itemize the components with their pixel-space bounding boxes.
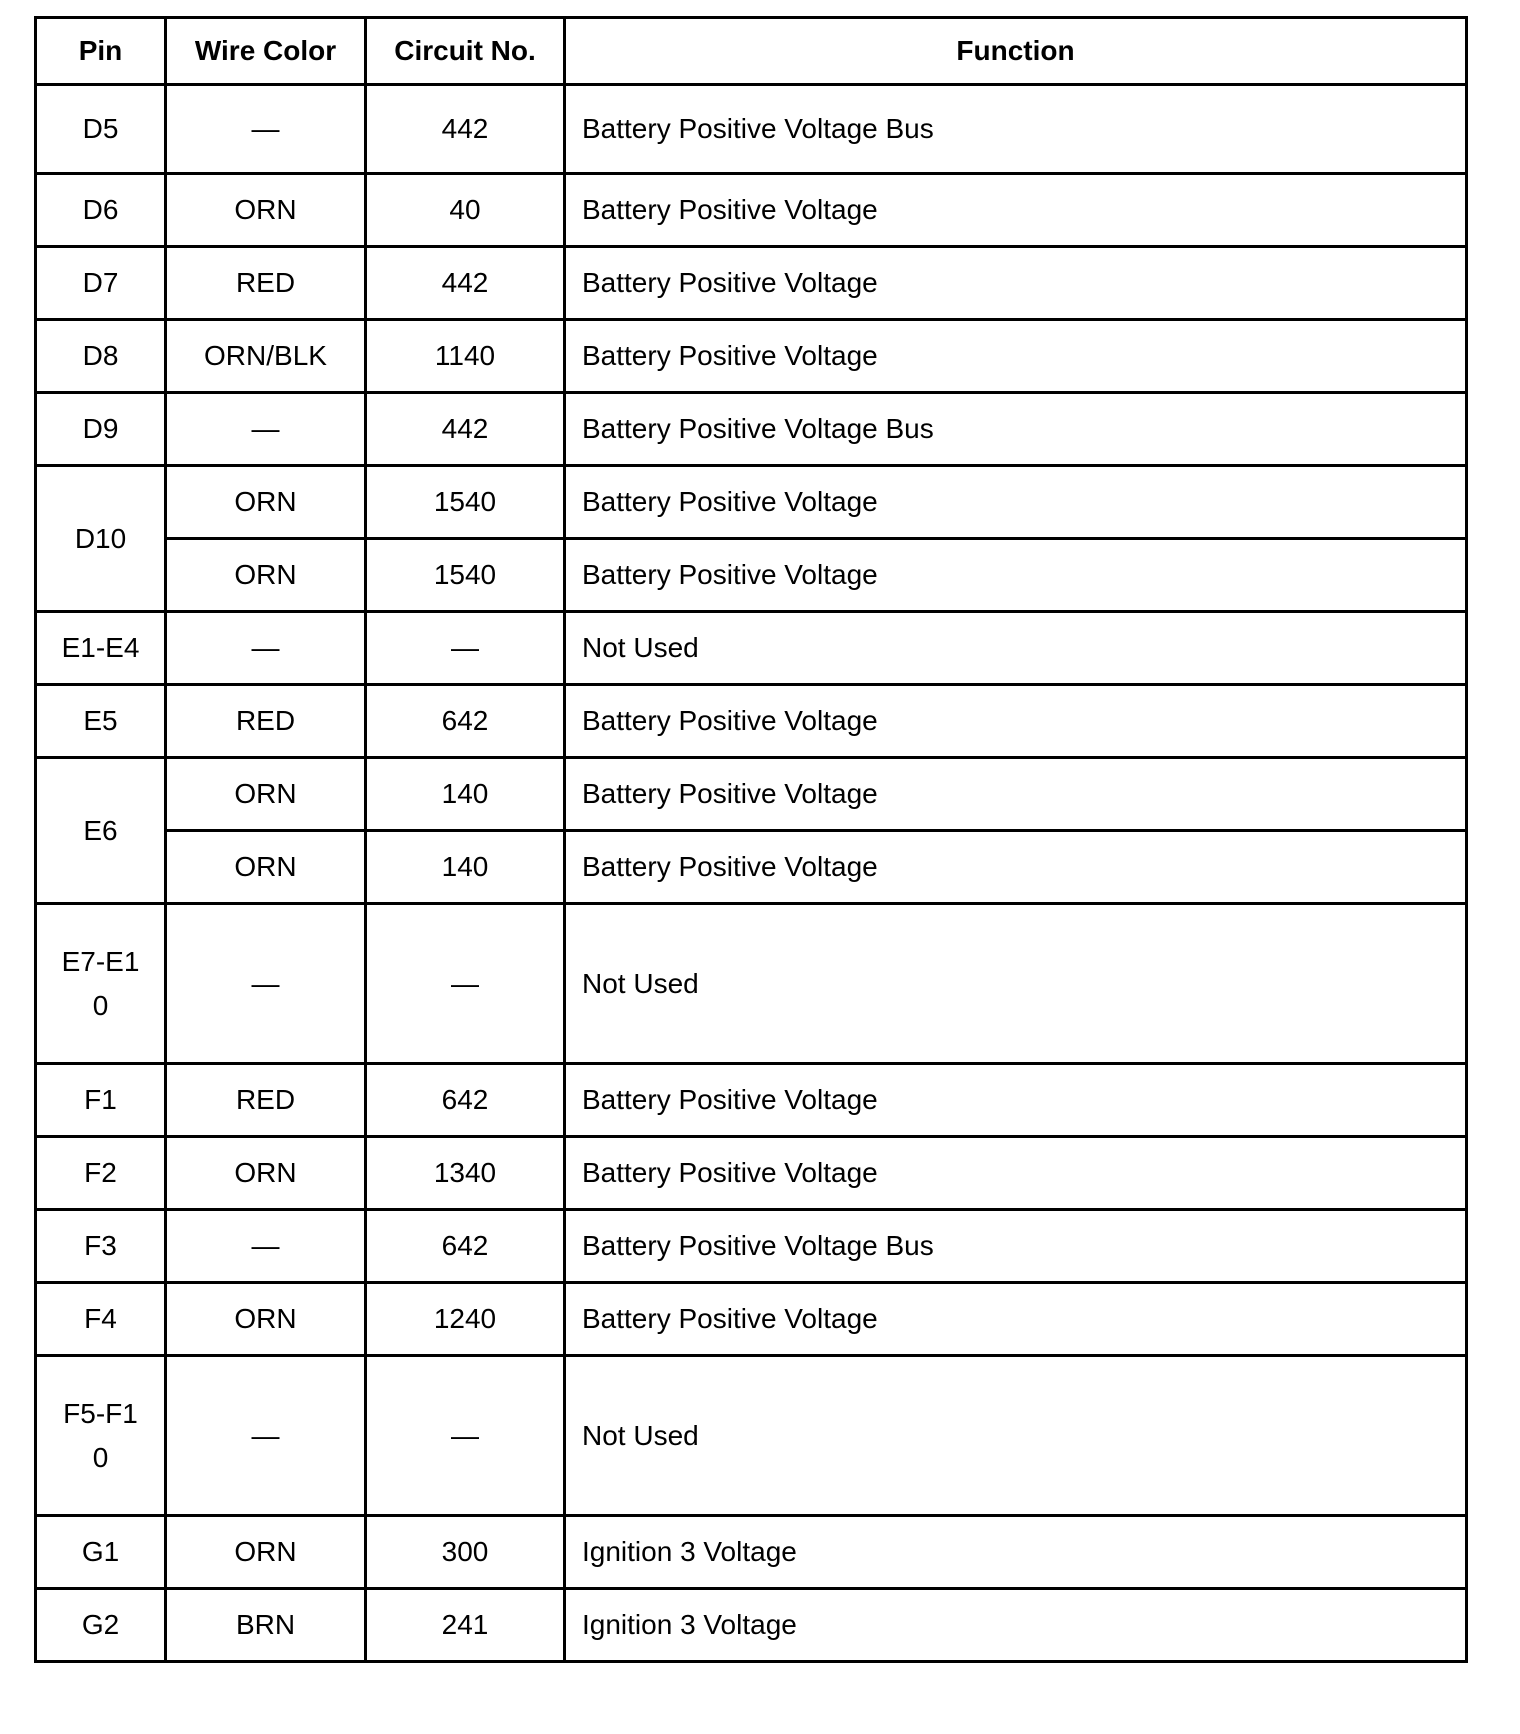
connector-pin-table [34, 16, 1468, 1663]
wire-color-cell: — [166, 1356, 366, 1516]
wire-color-cell: ORN [166, 174, 366, 247]
circuit-cell: 1540 [366, 466, 565, 539]
wire-color-cell: ORN [166, 1283, 366, 1356]
pin-cell: G2 [36, 1589, 166, 1662]
circuit-cell: — [366, 1356, 565, 1516]
wire-color-cell: BRN [166, 1589, 366, 1662]
table-row [36, 685, 1467, 758]
table-row [36, 1356, 1467, 1516]
table-row [36, 539, 1467, 612]
pin-cell [36, 1356, 166, 1516]
function-cell: Battery Positive Voltage Bus [565, 85, 1467, 174]
header-circuit-no: Circuit No. [366, 18, 565, 85]
pin-cell [36, 904, 166, 1064]
wire-color-cell: ORN [166, 758, 366, 831]
circuit-cell: 442 [366, 247, 565, 320]
table-row [36, 466, 1467, 539]
wire-color-cell: ORN/BLK [166, 320, 366, 393]
wire-color-cell: RED [166, 685, 366, 758]
pin-cell: E6 [36, 758, 166, 904]
table-row [36, 1137, 1467, 1210]
function-cell: Ignition 3 Voltage [565, 1589, 1467, 1662]
wire-color-cell: RED [166, 1064, 366, 1137]
wire-color-cell: — [166, 85, 366, 174]
wire-color-cell: — [166, 1210, 366, 1283]
table-row [36, 1283, 1467, 1356]
function-cell: Battery Positive Voltage [565, 1283, 1467, 1356]
table-row [36, 174, 1467, 247]
circuit-cell: 1540 [366, 539, 565, 612]
pin-cell: D5 [36, 85, 166, 174]
wire-color-cell: — [166, 612, 366, 685]
pin-cell: D7 [36, 247, 166, 320]
function-cell: Battery Positive Voltage [565, 539, 1467, 612]
header-row [36, 18, 1467, 85]
table-row [36, 393, 1467, 466]
wire-color-cell: ORN [166, 831, 366, 904]
function-cell: Ignition 3 Voltage [565, 1516, 1467, 1589]
function-cell: Battery Positive Voltage [565, 320, 1467, 393]
circuit-cell: 442 [366, 85, 565, 174]
pin-cell: F3 [36, 1210, 166, 1283]
pin-cell: D10 [36, 466, 166, 612]
wire-color-cell: ORN [166, 539, 366, 612]
pin-cell: F1 [36, 1064, 166, 1137]
table-row [36, 904, 1467, 1064]
circuit-cell: — [366, 612, 565, 685]
circuit-cell: 1140 [366, 320, 565, 393]
pin-cell: E5 [36, 685, 166, 758]
function-cell: Not Used [565, 612, 1467, 685]
header-function: Function [565, 18, 1467, 85]
pin-cell: G1 [36, 1516, 166, 1589]
circuit-cell: 642 [366, 1210, 565, 1283]
table-row [36, 1064, 1467, 1137]
circuit-cell: 140 [366, 831, 565, 904]
circuit-cell: 1340 [366, 1137, 565, 1210]
function-cell: Battery Positive Voltage Bus [565, 393, 1467, 466]
header-wire-color: Wire Color [166, 18, 366, 85]
wire-color-cell: ORN [166, 1516, 366, 1589]
circuit-cell: 642 [366, 1064, 565, 1137]
wire-color-cell: ORN [166, 466, 366, 539]
function-cell: Battery Positive Voltage [565, 685, 1467, 758]
pin-cell: F2 [36, 1137, 166, 1210]
wire-color-cell: — [166, 393, 366, 466]
circuit-cell: 40 [366, 174, 565, 247]
circuit-cell: 642 [366, 685, 565, 758]
function-cell: Battery Positive Voltage [565, 1137, 1467, 1210]
table-row [36, 831, 1467, 904]
pin-cell: D6 [36, 174, 166, 247]
circuit-cell: 241 [366, 1589, 565, 1662]
function-cell: Battery Positive Voltage [565, 174, 1467, 247]
circuit-cell: — [366, 904, 565, 1064]
function-cell: Battery Positive Voltage [565, 466, 1467, 539]
table-row [36, 1210, 1467, 1283]
circuit-cell: 1240 [366, 1283, 565, 1356]
function-cell: Battery Positive Voltage [565, 1064, 1467, 1137]
function-cell: Battery Positive Voltage [565, 831, 1467, 904]
function-cell: Not Used [565, 1356, 1467, 1516]
table-row [36, 1589, 1467, 1662]
wire-color-cell: ORN [166, 1137, 366, 1210]
wire-color-cell: RED [166, 247, 366, 320]
pin-label: E7-E10 [61, 945, 140, 1021]
table-row [36, 758, 1467, 831]
circuit-cell: 140 [366, 758, 565, 831]
wire-color-cell: — [166, 904, 366, 1064]
function-cell: Battery Positive Voltage [565, 758, 1467, 831]
pin-cell: D8 [36, 320, 166, 393]
pin-label: F5-F10 [63, 1397, 138, 1473]
pin-cell: D9 [36, 393, 166, 466]
header-pin: Pin [36, 18, 166, 85]
table-row [36, 85, 1467, 174]
function-cell: Battery Positive Voltage [565, 247, 1467, 320]
table-row [36, 1516, 1467, 1589]
table-row [36, 320, 1467, 393]
pin-cell: E1-E4 [36, 612, 166, 685]
table-row [36, 612, 1467, 685]
circuit-cell: 442 [366, 393, 565, 466]
pin-cell: F4 [36, 1283, 166, 1356]
table-row [36, 247, 1467, 320]
function-cell: Battery Positive Voltage Bus [565, 1210, 1467, 1283]
circuit-cell: 300 [366, 1516, 565, 1589]
function-cell: Not Used [565, 904, 1467, 1064]
